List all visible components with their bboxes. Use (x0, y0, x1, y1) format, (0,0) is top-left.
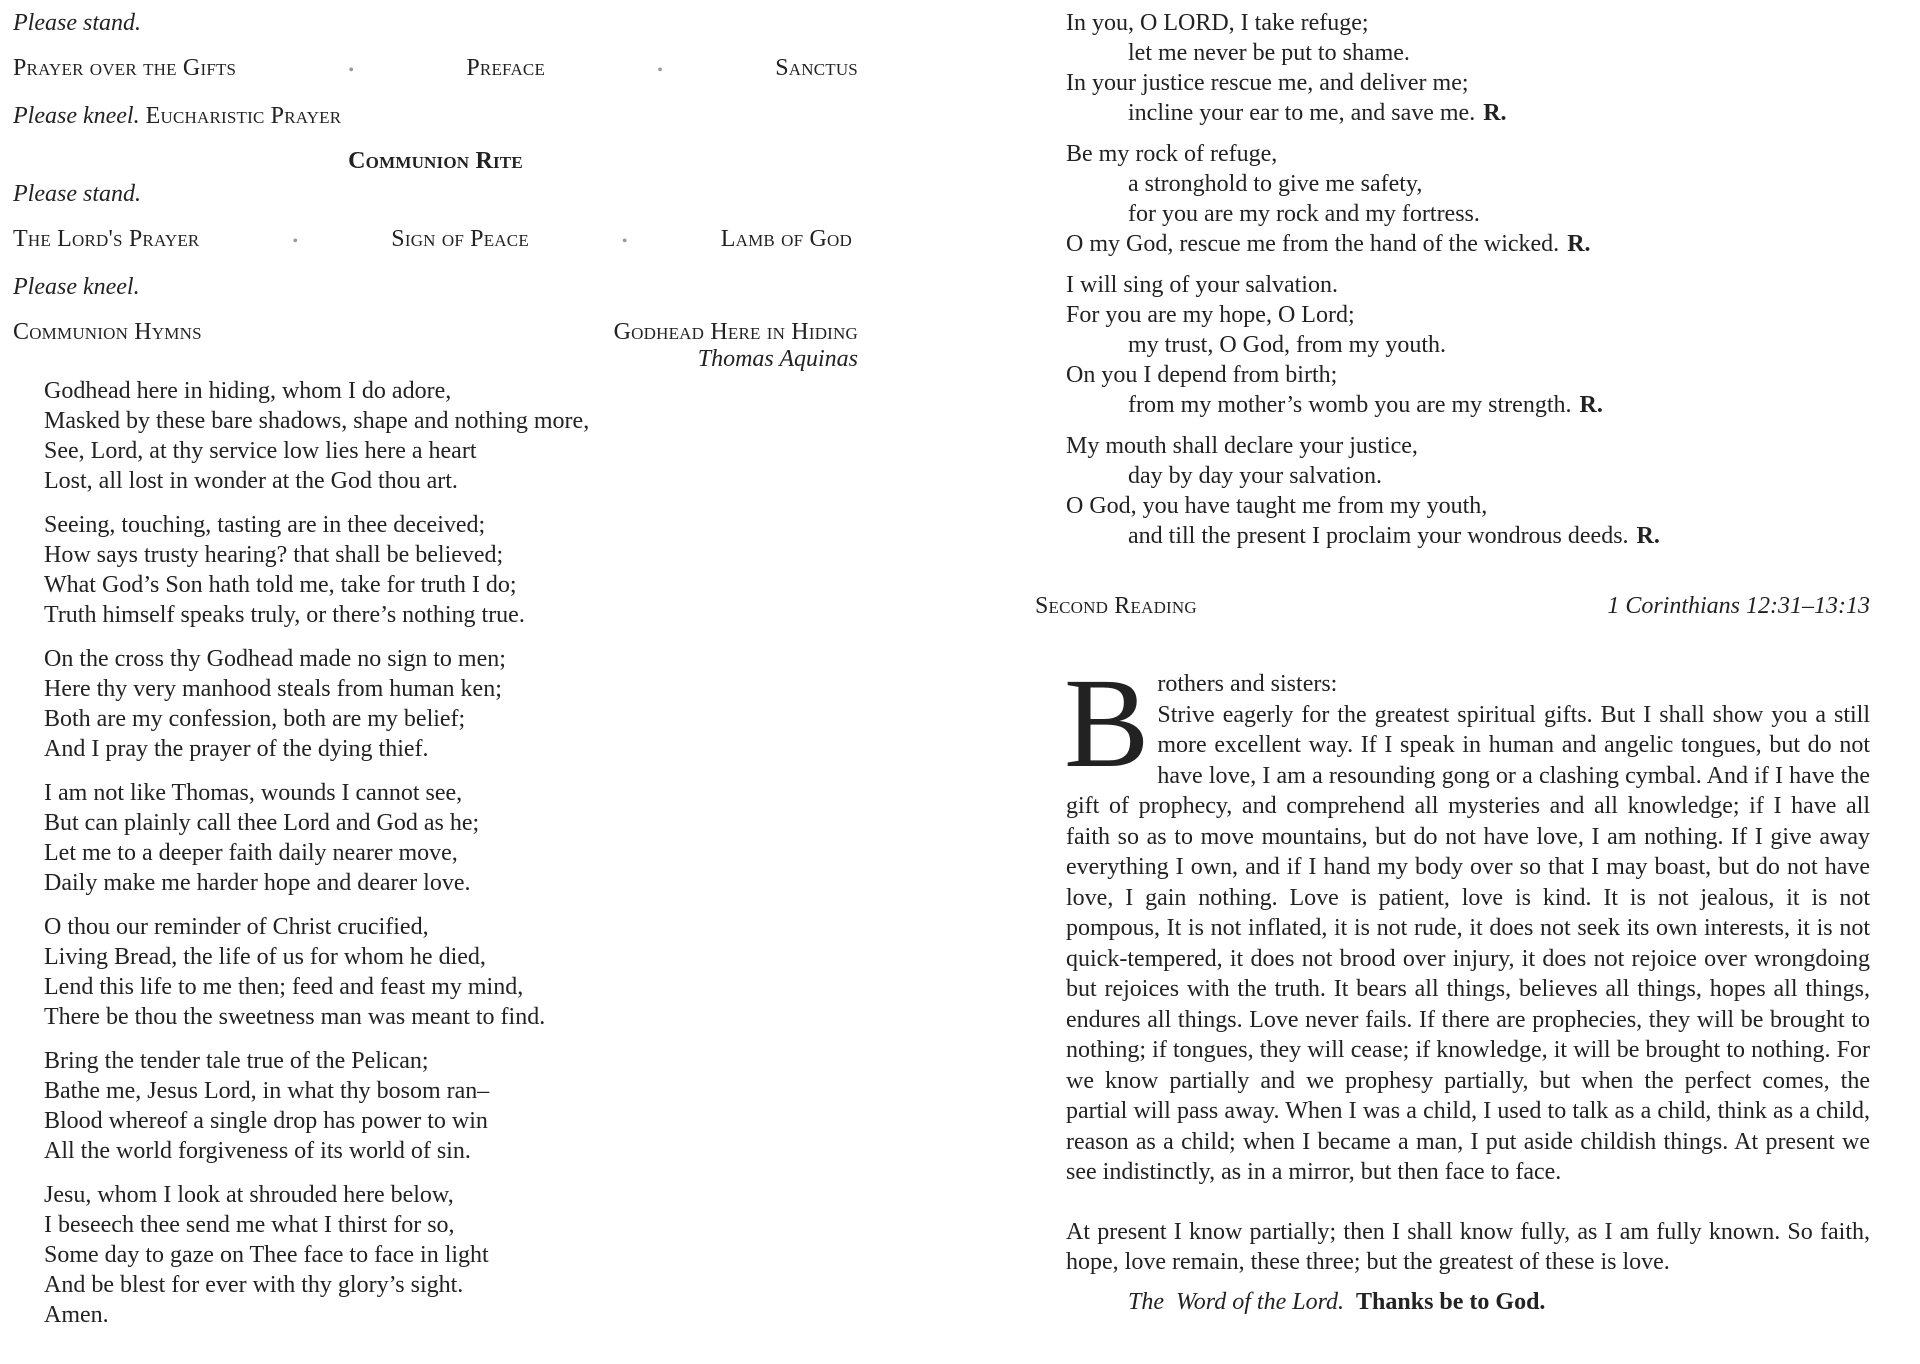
communion-rite-heading: Communion Rite (348, 148, 523, 174)
sanctus-label: Sanctus (775, 55, 858, 81)
psalm-line-text: In you, O LORD, I take refuge; (1066, 10, 1369, 36)
hymn-line: All the world forgiveness of its world of sin. (44, 1138, 471, 1164)
psalm-line (1066, 270, 1870, 300)
hymn-line: See, Lord, at thy service low lies here a heart (44, 438, 477, 464)
psalm-line-text: O God, you have taught me from my youth, (1066, 493, 1488, 519)
psalm-line (1066, 330, 1870, 360)
psalm-line-text: day by day your salvation. (1128, 463, 1382, 489)
second-reading-header (1035, 591, 1870, 621)
psalm-stanza (1066, 139, 1870, 259)
instruction-please-stand: Please stand. (13, 10, 141, 36)
psalm-line (1066, 491, 1870, 521)
psalm-line (1066, 390, 1870, 420)
hymn-line: Bathe me, Jesus Lord, in what thy bosom ran– (44, 1078, 490, 1104)
acclamation-priest: The Word of the Lord. (1128, 1288, 1345, 1315)
psalm-line-text: for you are my rock and my fortress. (1128, 201, 1480, 227)
psalm-line (1066, 38, 1870, 68)
hymn-line: Jesu, whom I look at shrouded here below, (44, 1182, 454, 1208)
psalm-line-text: My mouth shall declare your justice, (1066, 433, 1418, 459)
hymn-line: Living Bread, the life of us for whom he died, (44, 944, 486, 970)
hymn-title: Godhead Here in Hiding (613, 319, 858, 345)
psalm-line-text: For you are my hope, O Lord; (1066, 302, 1355, 328)
psalm-stanza (1066, 270, 1870, 420)
separator-dot: • (348, 62, 355, 79)
psalm-stanzas (1035, 8, 1870, 551)
hymn-line: Let me to a deeper faith daily nearer move, (44, 840, 458, 866)
order-row-gifts (13, 53, 858, 86)
response-marker: R. (1483, 100, 1507, 126)
hymn-line: Some day to gaze on Thee face to face in light (44, 1242, 489, 1268)
response-marker: R. (1636, 523, 1660, 549)
psalm-line (1066, 68, 1870, 98)
hymn-line: Seeing, touching, tasting are in thee deceived; (44, 512, 486, 538)
second-reading-text (1064, 652, 1870, 1278)
response-marker: R. (1567, 231, 1591, 257)
separator-dot: • (292, 233, 299, 250)
hymn-verse (44, 376, 858, 496)
sign-of-peace-label: Sign of Peace (391, 226, 529, 252)
hymn-line: I am not like Thomas, wounds I cannot see, (44, 780, 463, 806)
hymn-line: Masked by these bare shadows, shape and nothing more, (44, 408, 590, 434)
hymn-line: How says trusty hearing? that shall be believed; (44, 542, 504, 568)
hymn-line: Blood whereof a single drop has power to win (44, 1108, 488, 1134)
acclamation (1128, 1287, 1870, 1317)
hymn-line: Truth himself speaks truly, or there’s nothing true. (44, 602, 525, 628)
hymn-line: O thou our reminder of Christ crucified, (44, 914, 429, 940)
psalm-line-text: a stronghold to give me safety, (1128, 171, 1423, 197)
reading-paragraph: At present I know partially; then I shall know fully, as I am fully known. So faith, hope, love remain, these three; but the greatest of these is love. (1066, 1218, 1870, 1275)
psalm-line (1066, 431, 1870, 461)
second-reading-label: Second Reading (1035, 593, 1197, 619)
hymn-line: Bring the tender tale true of the Pelican; (44, 1048, 429, 1074)
hymn-line: Lend this life to me then; feed and feast my mind, (44, 974, 524, 1000)
left-column (13, 8, 858, 1344)
psalm-line (1066, 169, 1870, 199)
instruction-please-kneel: Please kneel. (13, 103, 140, 129)
second-reading-reference: 1 Corinthians 12:31–13:13 (1607, 593, 1870, 619)
order-row-lords (13, 224, 858, 257)
hymn-line: And I pray the prayer of the dying thief. (44, 736, 429, 762)
hymn-verse (44, 912, 858, 1032)
instruction-please-kneel: Please kneel. (13, 274, 140, 300)
eucharistic-prayer-line (13, 101, 858, 131)
hymn-verse (44, 1180, 858, 1330)
hymn-line: On the cross thy Godhead made no sign to men; (44, 646, 506, 672)
hymn-line: Godhead here in hiding, whom I do adore, (44, 378, 452, 404)
reading-salutation: rothers and sisters: (1157, 671, 1338, 697)
hymn-author: Thomas Aquinas (697, 346, 858, 372)
hymn-line: Lost, all lost in wonder at the God thou art. (44, 468, 458, 494)
hymn-verse (44, 778, 858, 898)
eucharistic-prayer-label: Eucharistic Prayer (145, 103, 342, 129)
separator-dot: • (621, 233, 628, 250)
prayer-over-gifts-label: Prayer over the Gifts (13, 55, 237, 81)
hymn-line: What God’s Son hath told me, take for truth I do; (44, 572, 517, 598)
psalm-line (1066, 229, 1870, 259)
psalm-line-text: I will sing of your salvation. (1066, 272, 1338, 298)
hymn-line: Amen. (44, 1302, 109, 1328)
psalm-stanza (1066, 8, 1870, 128)
hymn-line: Here thy very manhood steals from human ken; (44, 676, 502, 702)
hymn-line: I beseech thee send me what I thirst for so, (44, 1212, 455, 1238)
lamb-of-god-label: Lamb of God (720, 226, 852, 252)
separator-dot: • (657, 62, 664, 79)
hymn-line: Both are my confession, both are my belief; (44, 706, 466, 732)
hymn-verse (44, 510, 858, 630)
hymn-line: Daily make me harder hope and dearer love. (44, 870, 471, 896)
psalm-line-text: my trust, O God, from my youth. (1128, 332, 1446, 358)
hymn-verses (13, 376, 858, 1330)
right-column (1035, 8, 1870, 1317)
hymn-line: But can plainly call thee Lord and God as he; (44, 810, 480, 836)
preface-label: Preface (466, 55, 546, 81)
psalm-line (1066, 521, 1870, 551)
hymn-verse (44, 644, 858, 764)
psalm-line (1066, 300, 1870, 330)
psalm-line-text: and till the present I proclaim your wondrous deeds. (1128, 523, 1629, 549)
psalm-line (1066, 139, 1870, 169)
psalm-line (1066, 98, 1870, 128)
hymn-header (13, 317, 858, 347)
psalm-line (1066, 8, 1870, 38)
hymn-line: And be blest for ever with thy glory’s sight. (44, 1272, 464, 1298)
psalm-line (1066, 360, 1870, 390)
acclamation-response: Thanks be to God. (1356, 1288, 1546, 1315)
hymn-line: There be thou the sweetness man was meant to find. (44, 1004, 546, 1030)
communion-hymns-label: Communion Hymns (13, 319, 202, 345)
psalm-line-text: On you I depend from birth; (1066, 362, 1338, 388)
psalm-stanza (1066, 431, 1870, 551)
psalm-line (1066, 461, 1870, 491)
reading-paragraph: Strive eagerly for the greatest spiritual gifts. But I shall show you a still more excellent way. If I speak in human and angelic tongues, but do not have love, I am a resounding gong or a clashing cymbal. And if I have the gift of prophecy, and comprehend all mysteries and all knowledge; if I have all faith so as to move mountains, but do not have love, I am nothing. If I give away everything I own, and if I hand my body over so that I may boast, but do not have love, I gain nothing. Love is patient, love is kind. It is not jealous, it is not pompous, It is not inflated, it is not rude, it does not seek its own interests, it is not quick-tempered, it does not brood over injury, it does not rejoice over wrongdoing but rejoices with the truth. It bears all things, believes all things, hopes all things, endures all things. Love never fails. If there are prophecies, they will be brought to nothing; if tongues, they will cease; if knowledge, it will be brought to nothing. For we know partially and we prophesy partially, but when the perfect comes, the partial will pass away. When I was a child, I used to talk as a child, think as a child, reason as a child; when I became a man, I put aside childish things. At present we see indistinctly, as in a mirror, but then face to face. (1066, 701, 1870, 1185)
psalm-line-text: In your justice rescue me, and deliver me; (1066, 70, 1469, 96)
response-marker: R. (1579, 392, 1603, 418)
psalm-line-text: Be my rock of refuge, (1066, 141, 1278, 167)
psalm-line-text: let me never be put to shame. (1128, 40, 1410, 66)
psalm-line-text: from my mother’s womb you are my strength. (1128, 392, 1572, 418)
hymn-verse (44, 1046, 858, 1166)
psalm-line-text: incline your ear to me, and save me. (1128, 100, 1476, 126)
psalm-line-text: O my God, rescue me from the hand of the wicked. (1066, 231, 1560, 257)
drop-cap-letter: B (1064, 652, 1150, 794)
psalm-line (1066, 199, 1870, 229)
lords-prayer-label: The Lord's Prayer (13, 226, 200, 252)
instruction-please-stand: Please stand. (13, 181, 141, 207)
